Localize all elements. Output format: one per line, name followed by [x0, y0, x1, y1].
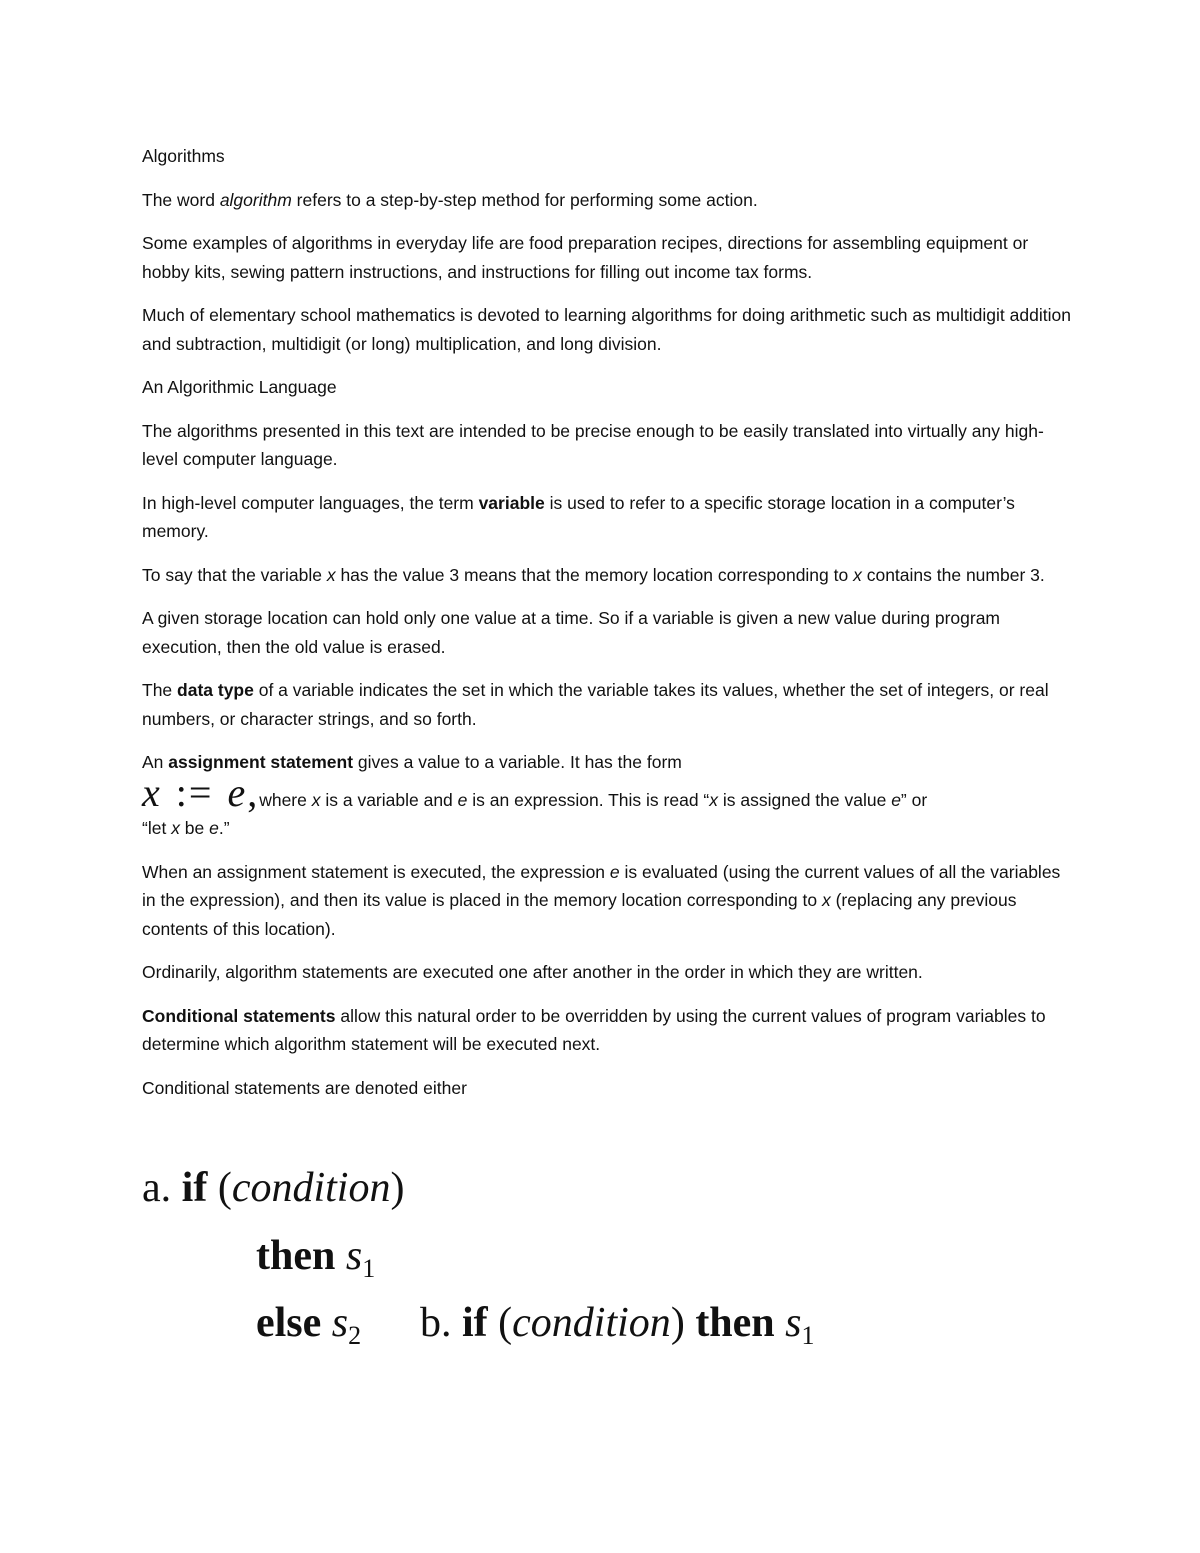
assignment-formula: x := e,	[142, 769, 260, 815]
paragraph-examples: Some examples of algorithms in everyday life are food preparation recipes, directions for assembling equipment or hobby kits, sewing pattern instructions, and instructions for filling out income tax forms.	[142, 233, 1029, 282]
section-heading-language: An Algorithmic Language	[142, 377, 337, 397]
paragraph-assignment: An assignment statement gives a value to a variable. It has the form	[142, 752, 682, 772]
assignment-form-line	[142, 769, 1072, 815]
document-body	[142, 142, 1072, 1102]
section-heading-algorithms: Algorithms	[142, 146, 225, 166]
paragraph-denoted: Conditional statements are denoted either	[142, 1077, 467, 1098]
paragraph-school-math: Much of elementary school mathematics is devoted to learning algorithms for doing arithmetic such as multidigit addition and subtraction, multidigit (or long) multiplication, and long division.	[142, 305, 1071, 354]
assignment-explanation: where x is a variable and e is an expression. This is read “x is assigned the value e” or	[259, 789, 928, 810]
form-b-line: b. if (condition) then $s_1$	[420, 1300, 815, 1350]
paragraph-execution: When an assignment statement is executed, the expression e is evaluated (using the current values of all the variables in the expression), and then its value is placed in the memory location corresponding to x (replacing any previous contents of this location).	[142, 861, 1061, 939]
form-a-if-line: a. if (condition)	[142, 1165, 405, 1211]
paragraph-value-3: To say that the variable x has the value 3 means that the memory location corresponding to x contains the number 3.	[142, 564, 1045, 585]
paragraph-order: Ordinarily, algorithm statements are executed one after another in the order in which they are written.	[142, 962, 923, 982]
paragraph-conditional: Conditional statements allow this natural order to be overridden by using the current values of program variables to determine which algorithm statement will be executed next.	[142, 1005, 1046, 1054]
paragraph-precision: The algorithms presented in this text are intended to be precise enough to be easily translated into virtually any high-level computer language.	[142, 420, 1044, 469]
paragraph-data-type: The data type of a variable indicates the set in which the variable takes its values, whether the set of integers, or real numbers, or character strings, and so forth.	[142, 680, 1049, 729]
paragraph-definition: The word algorithm refers to a step-by-step method for performing some action.	[142, 189, 758, 210]
assignment-explanation-cont: “let x be e.”	[142, 818, 230, 838]
form-a-else-line: else $s_2$	[256, 1300, 362, 1350]
paragraph-storage: A given storage location can hold only one value at a time. So if a variable is given a new value during program execution, then the old value is erased.	[142, 608, 1001, 657]
paragraph-variable: In high-level computer languages, the term variable is used to refer to a specific storage location in a computer’s memory.	[142, 492, 1015, 541]
form-a-then-line: then $s_1$	[256, 1233, 376, 1283]
